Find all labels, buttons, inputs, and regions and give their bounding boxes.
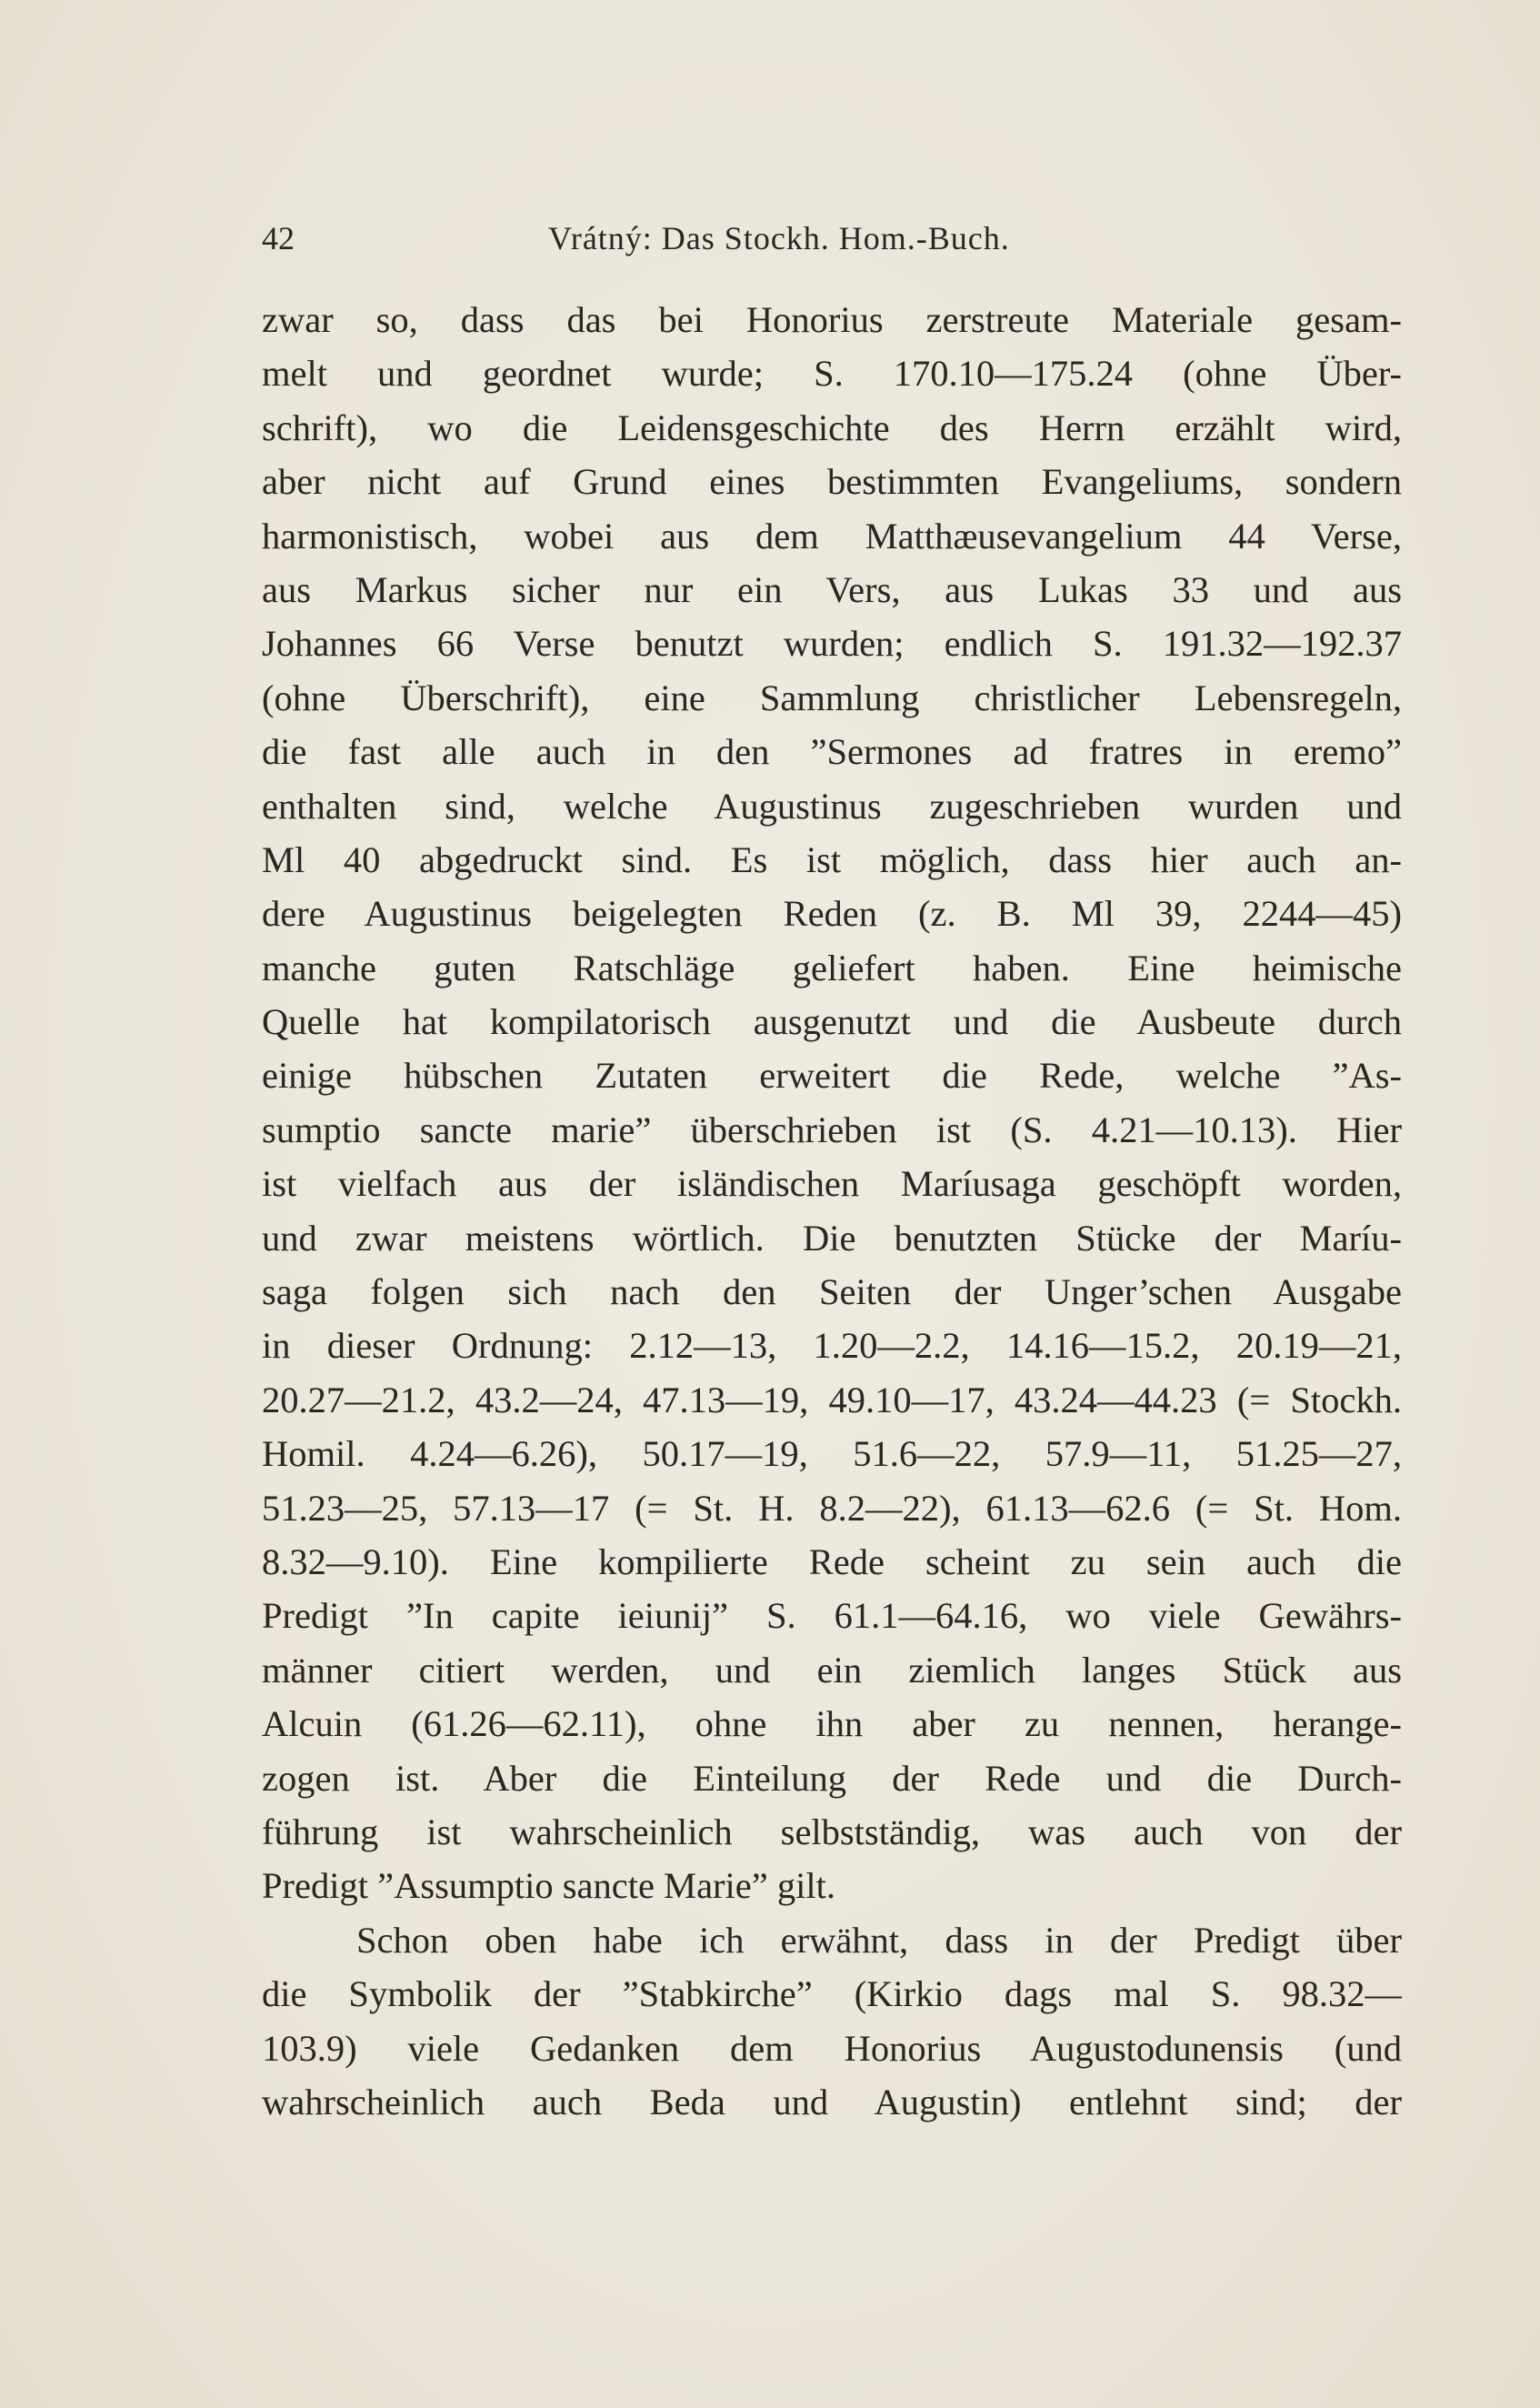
text-line: sumptio sancte marie” überschrieben ist (S. 4.21—10.13). Hier: [262, 1109, 1402, 1150]
text-line: Alcuin (61.26—62.11), ohne ihn aber zu nennen, herange-: [262, 1703, 1402, 1745]
text-line: schrift), wo die Leidensgeschichte des Herrn erzählt wird,: [262, 406, 1402, 448]
text-line: männer citiert werden, und ein ziemlich langes Stück aus: [262, 1649, 1402, 1691]
text-line: enthalten sind, welche Augustinus zugeschrieben wurden und: [262, 785, 1402, 827]
page-number: 42: [262, 220, 295, 256]
text-line: zogen ist. Aber die Einteilung der Rede und die Durch-: [262, 1757, 1402, 1799]
text-line: Predigt ”In capite ieiunij” S. 61.1—64.16, wo viele Gewährs-: [262, 1595, 1402, 1637]
text-line: dere Augustinus beigelegten Reden (z. B. Ml 39, 2244—45): [262, 893, 1402, 935]
text-line: Johannes 66 Verse benutzt wurden; endlich S. 191.32—192.37: [262, 623, 1402, 665]
text-line: Schon oben habe ich erwähnt, dass in der Predigt über: [356, 1919, 1402, 1961]
text-line: zwar so, dass das bei Honorius zerstreute Materiale gesam-: [262, 299, 1402, 340]
text-line: 8.32—9.10). Eine kompilierte Rede scheint zu sein auch die: [262, 1540, 1402, 1582]
text-line: 103.9) viele Gedanken dem Honorius Augustodunensis (und: [262, 2027, 1402, 2069]
text-line: 51.23—25, 57.13—17 (= St. H. 8.2—22), 61.13—62.6 (= St. Hom.: [262, 1487, 1402, 1529]
text-line: harmonistisch, wobei aus dem Matthæusevangelium 44 Verse,: [262, 515, 1402, 557]
text-line: Predigt ”Assumptio sancte Marie” gilt.: [262, 1865, 835, 1907]
text-line: aber nicht auf Grund eines bestimmten Evangeliums, sondern: [262, 461, 1402, 503]
text-line: wahrscheinlich auch Beda und Augustin) entlehnt sind; der: [262, 2081, 1402, 2122]
body-text: [262, 293, 1402, 2129]
text-line: Ml 40 abgedruckt sind. Es ist möglich, dass hier auch an-: [262, 838, 1402, 880]
text-line: aus Markus sicher nur ein Vers, aus Lukas 33 und aus: [262, 568, 1402, 610]
text-line: einige hübschen Zutaten erweitert die Rede, welche ”As-: [262, 1055, 1402, 1097]
text-line: (ohne Überschrift), eine Sammlung christlicher Lebensregeln,: [262, 677, 1402, 718]
text-line: und zwar meistens wörtlich. Die benutzten Stücke der Maríu-: [262, 1217, 1402, 1259]
text-line: die fast alle auch in den ”Sermones ad fratres in eremo”: [262, 731, 1402, 773]
text-line: Homil. 4.24—6.26), 50.17—19, 51.6—22, 57.9—11, 51.25—27,: [262, 1433, 1402, 1475]
text-line: manche guten Ratschläge geliefert haben. Eine heimische: [262, 947, 1402, 988]
text-line: Quelle hat kompilatorisch ausgenutzt und die Ausbeute durch: [262, 1001, 1402, 1043]
text-line: melt und geordnet wurde; S. 170.10—175.24 (ohne Über-: [262, 353, 1402, 395]
paragraph: [262, 293, 1402, 1913]
paragraph: [262, 1913, 1402, 2130]
text-line: ist vielfach aus der isländischen Maríusaga geschöpft worden,: [262, 1163, 1402, 1205]
text-line: in dieser Ordnung: 2.12—13, 1.20—2.2, 14.16—15.2, 20.19—21,: [262, 1325, 1402, 1367]
text-line: 20.27—21.2, 43.2—24, 47.13—19, 49.10—17, 43.24—44.23 (= Stockh.: [262, 1379, 1402, 1420]
page-header: [262, 219, 1407, 265]
text-line: saga folgen sich nach den Seiten der Unger’schen Ausgabe: [262, 1271, 1402, 1313]
text-line: die Symbolik der ”Stabkirche” (Kirkio dags mal S. 98.32—: [262, 1973, 1402, 2015]
running-title: Vrátný: Das Stockh. Hom.-Buch.: [548, 220, 1010, 256]
text-line: führung ist wahrscheinlich selbstständig, was auch von der: [262, 1811, 1402, 1852]
